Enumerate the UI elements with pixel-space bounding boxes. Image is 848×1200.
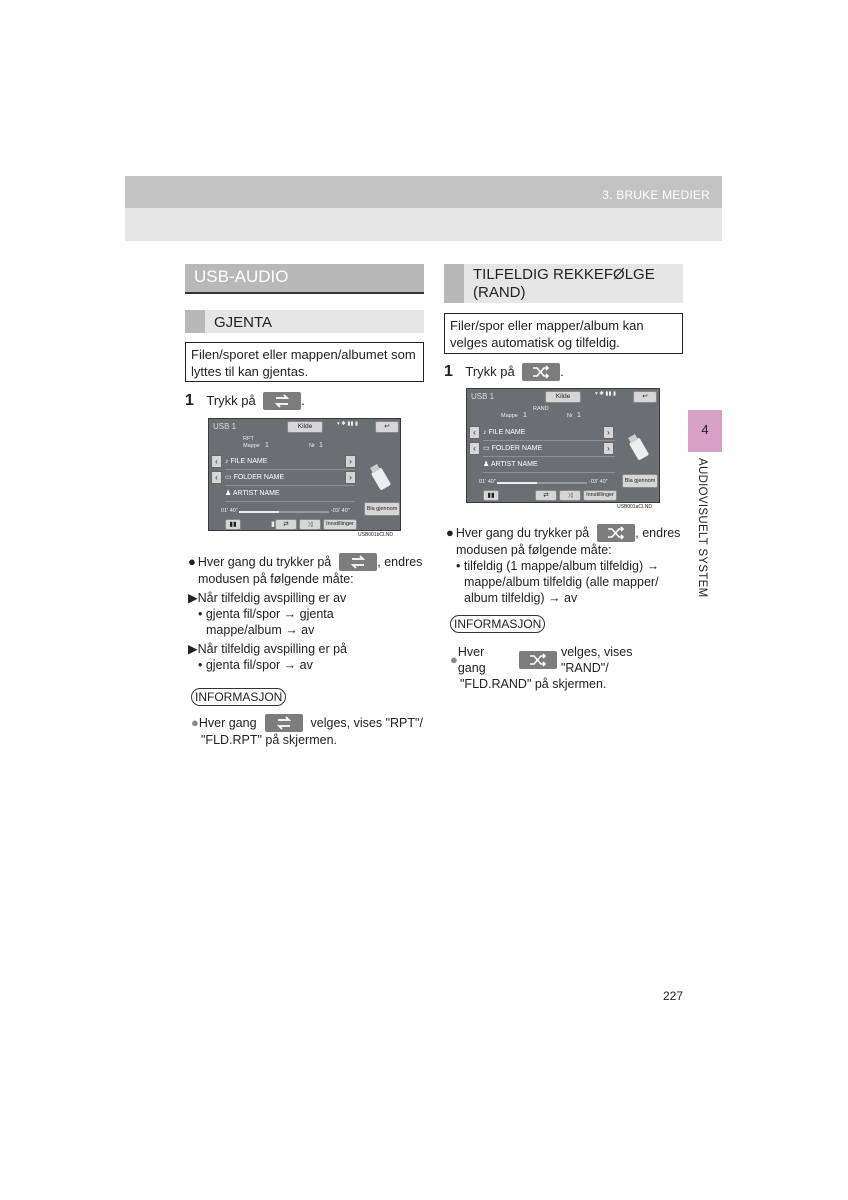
- shuffle-button[interactable]: ⤨: [299, 519, 321, 530]
- step-text: Trykk på: [206, 393, 256, 409]
- pause-button[interactable]: ▮▮: [483, 490, 499, 501]
- info-text-c: "FLD.RPT" på skjermen.: [201, 733, 337, 747]
- remaining-time: -03' 40": [589, 479, 608, 485]
- file-name: FILE NAME: [488, 429, 526, 436]
- shuffle-button-icon: [597, 524, 635, 542]
- prev-file-button[interactable]: ‹: [469, 426, 480, 439]
- case-title: Når tilfeldig avspilling er på: [197, 642, 348, 656]
- chapter-number: 4: [701, 422, 709, 437]
- browse-button[interactable]: Bla gjennom: [622, 474, 658, 488]
- bullet-text-c: modusen på følgende måte:: [456, 543, 612, 557]
- artist-name: ARTIST NAME: [490, 461, 538, 468]
- repeat-button[interactable]: ⇄: [535, 490, 557, 501]
- section-title-text: USB-AUDIO: [194, 267, 289, 286]
- bullet-text-a: Hver gang du trykker på: [197, 555, 332, 569]
- track-label: Nr: [309, 443, 315, 449]
- shuffle-button-icon: [522, 363, 560, 381]
- subsection-title: GJENTA: [214, 314, 273, 331]
- mode-item: album tilfeldig) → av: [464, 591, 578, 605]
- usb-stick-icon: [625, 433, 653, 463]
- separator: ▮: [271, 521, 275, 528]
- case-shuffle-on: ▶Når tilfeldig avspilling er på • gjenta fil/spor → av: [188, 642, 348, 672]
- folder-icon: ▭: [483, 445, 492, 452]
- repeat-button-icon: [263, 392, 301, 410]
- device-screen-shuffle: [466, 388, 660, 503]
- folder-name: FOLDER NAME: [491, 445, 543, 452]
- person-icon: ♟: [225, 490, 233, 497]
- bullet-change-mode: [188, 553, 424, 587]
- step-end: .: [560, 364, 564, 380]
- pause-button[interactable]: ▮▮: [225, 519, 241, 530]
- elapsed-time: 01' 40": [479, 479, 496, 485]
- triangle-icon: ▶: [188, 591, 198, 605]
- next-file-button[interactable]: ›: [603, 426, 614, 439]
- info-label: INFORMASJON: [450, 615, 545, 633]
- music-note-icon: ♪: [225, 458, 231, 465]
- bullet-text-b: , endres: [635, 526, 681, 540]
- subsection-bar: [185, 310, 205, 333]
- folder-icon: ▭: [225, 474, 234, 481]
- progress-track: [537, 482, 587, 484]
- mode-item: tilfeldig (1 mappe/album tilfeldig) →: [463, 559, 660, 573]
- repeat-button-icon: [265, 714, 303, 732]
- subsection-bar: [444, 264, 464, 303]
- info-text-b: velges, vises "RAND"/: [560, 645, 633, 675]
- prev-folder-button[interactable]: ‹: [211, 471, 222, 484]
- folder-number: 1: [523, 412, 527, 419]
- next-file-button[interactable]: ›: [345, 455, 356, 468]
- usb-stick-icon: [367, 463, 395, 493]
- subsection-rand: [444, 264, 683, 303]
- prev-folder-button[interactable]: ‹: [469, 442, 480, 455]
- info-text-b: velges, vises "RPT"/: [310, 716, 423, 730]
- step-text: Trykk på: [465, 364, 515, 380]
- section-title-usb-audio: [185, 264, 424, 294]
- subsection-title-line-1: TILFELDIG REKKEFØLGE: [473, 266, 655, 283]
- case-title: Når tilfeldig avspilling er av: [197, 591, 347, 605]
- progress-fill: [239, 511, 279, 513]
- settings-button[interactable]: Innstillinger: [583, 490, 617, 501]
- settings-button[interactable]: Innstillinger: [323, 519, 357, 530]
- status-icons: ▾ ✱ ▮▮ ▮: [595, 391, 617, 397]
- chapter-header: [125, 176, 722, 208]
- prev-file-button[interactable]: ‹: [211, 455, 222, 468]
- screen-title: USB 1: [471, 392, 495, 401]
- bullet-dot: ●: [191, 715, 199, 730]
- elapsed-time: 01' 40": [221, 508, 238, 514]
- bullet-dot: ●: [446, 525, 454, 540]
- case-item: mappe/album → av: [206, 623, 315, 637]
- step-number: 1: [444, 363, 453, 381]
- header-band: [125, 208, 722, 241]
- bullet-dot: ●: [450, 652, 458, 667]
- folder-number: 1: [265, 442, 269, 449]
- source-button[interactable]: Kilde: [545, 391, 581, 403]
- figure-code: USB001aCLND: [617, 504, 653, 510]
- intro-box: Filen/sporet eller mappen/albumet som lyttes til kan gjentas.: [185, 342, 424, 382]
- info-label: INFORMASJON: [191, 688, 286, 706]
- case-item: gjenta fil/spor → av: [205, 658, 313, 672]
- bullet-text-c: modusen på følgende måte:: [198, 572, 354, 586]
- info-text-a: Hver gang: [457, 645, 486, 675]
- shuffle-button[interactable]: ⤨: [559, 490, 581, 501]
- progress-track: [279, 511, 329, 513]
- info-repeat: [191, 714, 423, 748]
- track-number: 1: [577, 412, 581, 419]
- step-1: [185, 392, 424, 414]
- rand-indicator: RAND: [533, 406, 549, 412]
- folder-name: FOLDER NAME: [233, 474, 285, 481]
- folder-label: Mappe: [501, 413, 518, 419]
- artist-row: [225, 486, 355, 502]
- bullet-change-mode: ● Hver gang du trykker på , endres modusen på følgende måte: • tilfeldig (1 mappe/album tilfeldig) → mappe/album tilfeldig (alle mapper/ album tilfeldig) → av: [446, 524, 683, 606]
- folder-row: [483, 441, 615, 457]
- repeat-button-icon: [339, 553, 377, 571]
- person-icon: ♟: [483, 461, 491, 468]
- file-name: FILE NAME: [230, 458, 268, 465]
- folder-row: [225, 470, 355, 486]
- status-icons: ▾ ✱ ▮▮ ▮: [337, 421, 359, 427]
- next-folder-button[interactable]: ›: [603, 442, 614, 455]
- info-shuffle: [450, 644, 683, 692]
- artist-row: [483, 457, 615, 473]
- page-number: 227: [663, 989, 684, 1003]
- case-item: gjenta fil/spor → gjenta: [205, 607, 334, 621]
- info-text-c: "FLD.RAND" på skjermen.: [460, 677, 607, 691]
- mode-item: mappe/album tilfeldig (alle mapper/: [464, 575, 659, 589]
- file-row: [483, 425, 615, 441]
- bullet-dot: ●: [188, 554, 196, 569]
- source-button[interactable]: Kilde: [287, 421, 323, 433]
- chapter-tab: [688, 410, 722, 452]
- remaining-time: -03' 40": [331, 508, 350, 514]
- step-number: 1: [185, 392, 194, 410]
- back-button[interactable]: ↩: [633, 391, 657, 403]
- rpt-indicator: RPT: [243, 436, 254, 442]
- track-label: Nr: [567, 413, 573, 419]
- shuffle-button-icon: [519, 651, 557, 669]
- step-end: .: [301, 393, 305, 409]
- music-note-icon: ♪: [483, 429, 489, 436]
- file-row: [225, 454, 355, 470]
- intro-box: Filer/spor eller mapper/album kan velges automatisk og tilfeldig.: [444, 313, 683, 354]
- bullet-text-a: Hver gang du trykker på: [455, 526, 590, 540]
- figure-code: USB001bCLND: [358, 532, 394, 538]
- triangle-icon: ▶: [188, 642, 198, 656]
- subsection-gjenta: [185, 310, 424, 333]
- next-folder-button[interactable]: ›: [345, 471, 356, 484]
- screen-title: USB 1: [213, 422, 237, 431]
- step-1: [444, 363, 683, 385]
- subsection-title-line-2: (RAND): [473, 284, 526, 301]
- artist-name: ARTIST NAME: [232, 490, 280, 497]
- chapter-side-label: AUDIOVISUELT SYSTEM: [696, 458, 708, 598]
- case-shuffle-off: ▶Når tilfeldig avspilling er av • gjenta fil/spor → gjenta mappe/album → av: [188, 590, 424, 638]
- back-button[interactable]: ↩: [375, 421, 399, 433]
- chapter-title: 3. BRUKE MEDIER: [602, 188, 710, 202]
- device-screen-repeat: [208, 418, 401, 531]
- subsection-title: [473, 266, 655, 302]
- browse-button[interactable]: Bla gjennom: [364, 502, 400, 516]
- progress-fill: [497, 482, 537, 484]
- info-text-a: Hver gang: [198, 716, 257, 730]
- bullet-text-b: , endres: [377, 555, 423, 569]
- track-number: 1: [319, 442, 323, 449]
- repeat-button[interactable]: ⇄: [275, 519, 297, 530]
- folder-label: Mappe: [243, 443, 260, 449]
